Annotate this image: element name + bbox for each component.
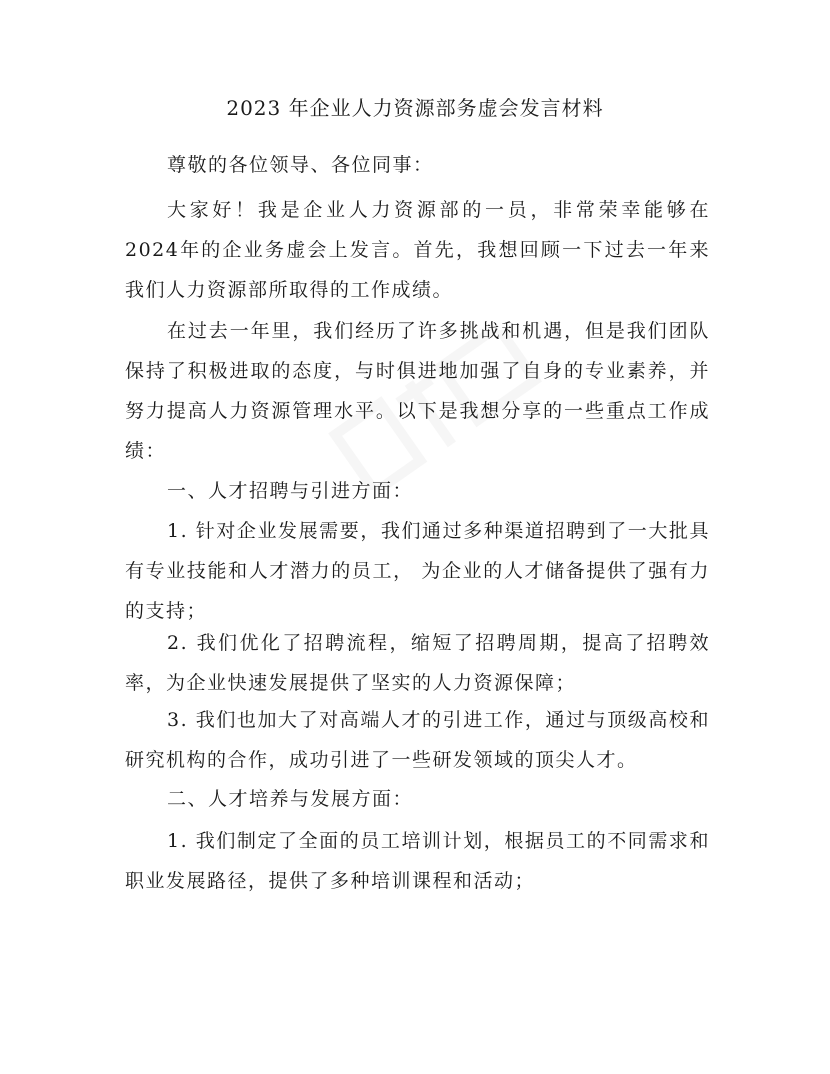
paragraph-past-year: 在过去一年里，我们经历了许多挑战和机遇，但是我们团队保持了积极进取的态度，与时俱进地加强了自身的专业素养，并努力提高人力资源管理水平。以下是我想分享的一些重点工作成绩：	[125, 320, 710, 462]
section-heading-recruitment: 一、人才招聘与引进方面：	[167, 480, 414, 502]
section-heading-training: 二、人才培养与发展方面：	[167, 788, 414, 810]
list-item: 3. 我们也加大了对高端人才的引进工作，通过与顶级高校和研究机构的合作，成功引进了一些研发领域的顶尖人才。	[125, 709, 710, 771]
paragraph-hello: 大家好！我是企业人力资源部的一员，非常荣幸能够在2024年的企业务虚会上发言。首先，我想回顾一下过去一年来我们人力资源部所取得的工作成绩。	[125, 199, 710, 301]
list-item: 1. 针对企业发展需要，我们通过多种渠道招聘到了一大批具有专业技能和人才潜力的员工， 为企业的人才储备提供了强有力的支持；	[125, 520, 710, 622]
list-item: 2. 我们优化了招聘流程，缩短了招聘周期，提高了招聘效率，为企业快速发展提供了坚实的人力资源保障；	[125, 632, 710, 694]
document-title: 2023 年企业人力资源部务虚会发言材料	[226, 96, 604, 120]
list-item: 1. 我们制定了全面的员工培训计划，根据员工的不同需求和职业发展路径，提供了多种培训课程和活动；	[125, 830, 710, 892]
greeting: 尊敬的各位领导、各位同事：	[167, 154, 434, 176]
